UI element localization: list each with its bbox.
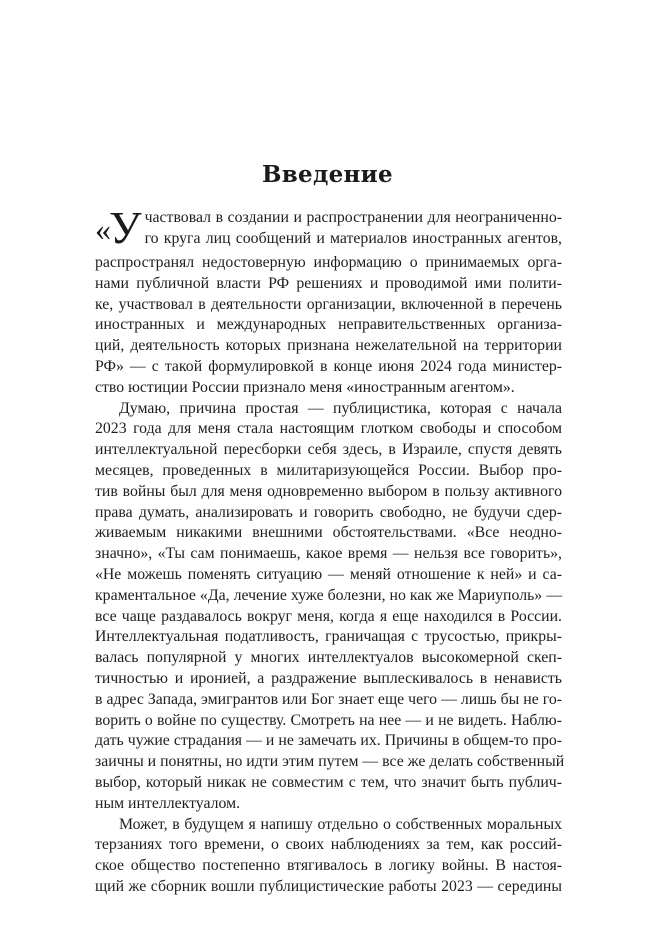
text-line: ным интеллектуалом.: [95, 794, 241, 812]
text-line: ское общество постепенно втягивалось в логику войны. В настоя-: [95, 857, 562, 875]
text-line: Интеллектуальная податливость, граничащая с трусостью, прикры-: [95, 628, 562, 646]
text-line: иностранных и международных неправительственных организа-: [95, 316, 562, 334]
text-line: интеллектуальной пересборки себя здесь, в Израиле, спустя девять: [95, 441, 562, 459]
text-line: ке, участвовал в деятельности организации, включенной в перечень: [95, 295, 562, 313]
text-line: 2023 года для меня стала настоящим глотком свободы и способом: [95, 420, 562, 438]
text-line: тив войны был для меня одновременно выбором в пользу активного: [95, 482, 562, 500]
drop-cap: [95, 202, 142, 253]
body-text: [95, 202, 565, 898]
text-line: Думаю, причина простая — публицистика, которая с начала: [119, 399, 562, 417]
text-line: живаемым никакими внешними обстоятельствами. «Все неодно-: [95, 524, 562, 542]
text-line: значно», «Ты сам понимаешь, какое время — нельзя все говорить»,: [95, 545, 562, 563]
text-line: ство юстиции России признало меня «иностранным агентом».: [95, 378, 515, 396]
text-line: дать чужие страдания — и не замечать их. Причины в общем-то про-: [95, 732, 562, 750]
text-line: щий же сборник вошли публицистические работы 2023 — середины: [95, 877, 562, 895]
text-line: заичны и понятны, но идти этим путем — все же делать собственный: [95, 753, 565, 771]
drop-cap-letter: У: [109, 202, 142, 253]
text-line: терзаниях того времени, о своих наблюдениях за тем, как россий-: [95, 836, 562, 854]
text-line: тичностью и иронией, а раздражение выплескивалось в ненависть: [95, 669, 562, 687]
text-line: РФ» — с такой формулировкой в конце июня 2024 года министер-: [95, 357, 562, 375]
chapter-title: Введение: [262, 161, 393, 188]
text-line: го круга лиц сообщений и материалов иностранных агентов,: [144, 229, 562, 247]
text-line: все чаще раздавалось вокруг меня, когда я еще находился в России.: [95, 607, 562, 625]
text-line: ворить о войне по существу. Смотреть на нее — и не видеть. Наблю-: [95, 711, 562, 729]
text-line: распространял недостоверную информацию о принимаемых орга-: [95, 254, 562, 271]
text-line: нами публичной власти РФ решениях и проводимой ими полити-: [95, 274, 562, 292]
text-line: Может, в будущем я напишу отдельно о собственных моральных: [119, 815, 562, 833]
text-line: краментальное «Да, лечение хуже болезни, но как же Мариуполь» —: [95, 586, 562, 604]
text-line: ций, деятельность которых признана нежелательной на территории: [95, 337, 562, 355]
text-line: валась популярной у многих интеллектуалов высокомерной скеп-: [95, 649, 562, 667]
text-line: в адрес Запада, эмигрантов или Бог знает еще чего — лишь бы не го-: [95, 690, 562, 708]
text-line: выбор, который никак не совместим с тем, что значит быть публич-: [95, 773, 562, 791]
drop-cap-quote: «: [95, 211, 111, 247]
text-line: частвовал в создании и распространении для неограниченно-: [144, 209, 562, 226]
text-line: «Не можешь поменять ситуацию — меняй отношение к ней» и са-: [95, 565, 562, 583]
text-line: права думать, анализировать и говорить свободно, не будучи сдер-: [95, 503, 562, 521]
text-line: месяцев, проведенных в милитаризующейся России. Выбор про-: [95, 461, 562, 479]
